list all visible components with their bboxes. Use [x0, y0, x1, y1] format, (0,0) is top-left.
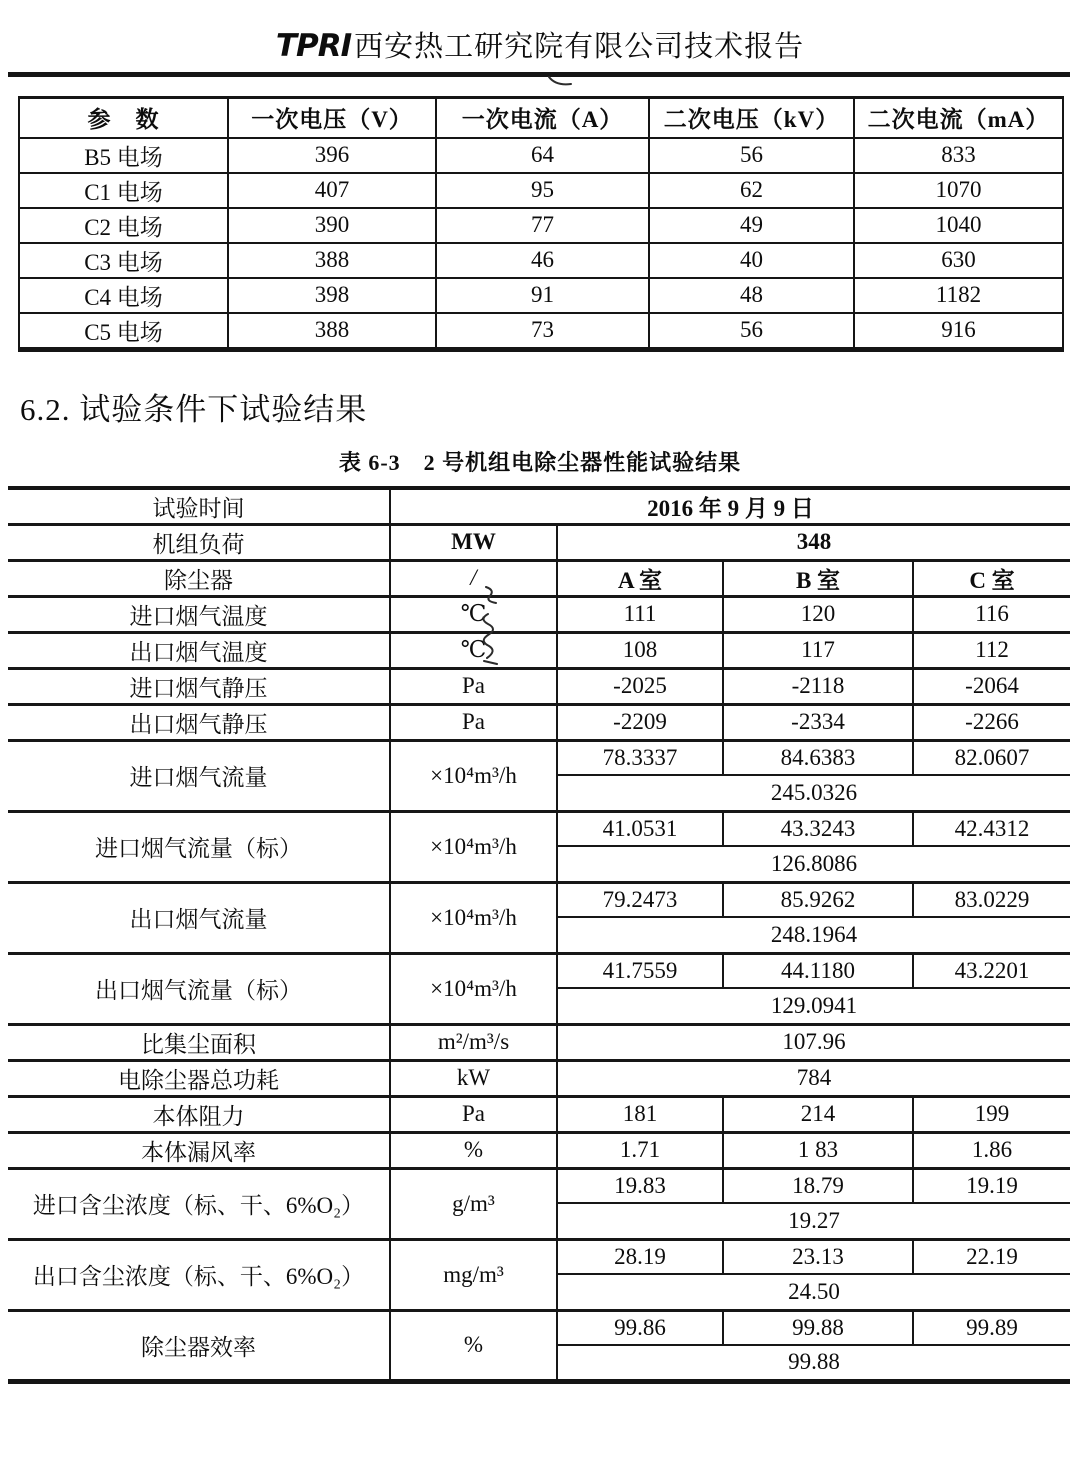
value-cell: 41.7559 [557, 953, 723, 988]
value-cell: 56 [649, 313, 854, 350]
value-cell: 95 [436, 173, 649, 208]
table-row [8, 740, 1070, 775]
value-cell: 64 [436, 138, 649, 173]
table-row [8, 1310, 1070, 1345]
table-row [8, 632, 1070, 668]
value-cell: 48 [649, 278, 854, 313]
unit-cell: MW [390, 524, 557, 560]
row-label: 试验时间 [8, 488, 390, 525]
value-cell: 73 [436, 313, 649, 350]
field-parameters-table [18, 96, 1064, 352]
unit-cell: ℃ [390, 596, 557, 632]
value-cell: 214 [723, 1096, 913, 1132]
value-cell: 396 [228, 138, 436, 173]
column-header-chamber-b: B 室 [723, 560, 913, 596]
value-cell: 1.71 [557, 1132, 723, 1168]
table-row [8, 1239, 1070, 1274]
value-cell: 117 [723, 632, 913, 668]
value-cell: 348 [557, 524, 1070, 560]
document-title: 西安热工研究院有限公司技术报告 [354, 31, 805, 63]
table-row [8, 488, 1070, 525]
param-cell: C4 电场 [19, 278, 228, 313]
value-cell: 85.9262 [723, 882, 913, 917]
value-cell: 23.13 [723, 1239, 913, 1274]
table-row [8, 560, 1070, 596]
table-row [8, 1060, 1070, 1096]
row-label: 进口含尘浓度（标、干、6%O₂） [8, 1168, 390, 1239]
unit-cell: m²/m³/s [390, 1024, 557, 1060]
unit-cell: mg/m³ [390, 1239, 557, 1310]
row-label: 本体阻力 [8, 1096, 390, 1132]
value-cell: 82.0607 [913, 740, 1070, 775]
value-cell: 62 [649, 173, 854, 208]
unit-cell: ×10⁴m³/h [390, 740, 557, 811]
value-cell: 407 [228, 173, 436, 208]
value-cell: 107.96 [557, 1024, 1070, 1060]
row-label: 出口烟气流量（标） [8, 953, 390, 1024]
value-cell: 43.2201 [913, 953, 1070, 988]
column-header-chamber-c: C 室 [913, 560, 1070, 596]
table-row [8, 882, 1070, 917]
value-cell: 1.86 [913, 1132, 1070, 1168]
table-row [8, 1132, 1070, 1168]
table-row [19, 138, 1063, 173]
column-header-primary-current: 一次电流（A） [436, 98, 649, 138]
value-cell: 833 [854, 138, 1063, 173]
param-cell: B5 电场 [19, 138, 228, 173]
table-row [8, 596, 1070, 632]
total-cell: 248.1964 [557, 917, 1070, 953]
value-cell: 111 [557, 596, 723, 632]
value-cell: -2064 [913, 668, 1070, 704]
value-cell: -2266 [913, 704, 1070, 740]
value-cell: 388 [228, 313, 436, 350]
table-row [8, 1024, 1070, 1060]
value-cell: 916 [854, 313, 1063, 350]
total-cell: 99.88 [557, 1345, 1070, 1381]
value-cell: 112 [913, 632, 1070, 668]
value-cell: 1 83 [723, 1132, 913, 1168]
tpri-logo: TPRI [275, 28, 352, 64]
table-row [8, 1096, 1070, 1132]
value-cell: 46 [436, 243, 649, 278]
unit-cell: Pa [390, 704, 557, 740]
unit-cell: g/m³ [390, 1168, 557, 1239]
total-cell: 24.50 [557, 1274, 1070, 1310]
value-cell: 49 [649, 208, 854, 243]
table-row [8, 668, 1070, 704]
unit-cell: Pa [390, 1096, 557, 1132]
value-cell: 784 [557, 1060, 1070, 1096]
table-row [8, 811, 1070, 846]
value-cell: 83.0229 [913, 882, 1070, 917]
param-cell: C1 电场 [19, 173, 228, 208]
value-cell: 99.86 [557, 1310, 723, 1345]
total-cell: 129.0941 [557, 988, 1070, 1024]
row-label: 机组负荷 [8, 524, 390, 560]
value-cell: 199 [913, 1096, 1070, 1132]
value-cell: 388 [228, 243, 436, 278]
value-cell: 108 [557, 632, 723, 668]
column-header-chamber-a: A 室 [557, 560, 723, 596]
value-cell: 181 [557, 1096, 723, 1132]
unit-cell: ℃ [390, 632, 557, 668]
row-label: 除尘器 [8, 560, 390, 596]
value-cell: 1070 [854, 173, 1063, 208]
value-cell: 116 [913, 596, 1070, 632]
param-cell: C2 电场 [19, 208, 228, 243]
table-row [8, 704, 1070, 740]
value-cell: 91 [436, 278, 649, 313]
value-cell: -2025 [557, 668, 723, 704]
table1-header-row [19, 98, 1063, 138]
param-cell: C5 电场 [19, 313, 228, 350]
value-cell: 84.6383 [723, 740, 913, 775]
unit-cell: ×10⁴m³/h [390, 953, 557, 1024]
column-header-secondary-voltage: 二次电压（kV） [649, 98, 854, 138]
value-cell: 43.3243 [723, 811, 913, 846]
value-cell: 19.19 [913, 1168, 1070, 1203]
document-header [0, 0, 1080, 65]
table-caption: 表 6-3 2 号机组电除尘器性能试验结果 [338, 449, 742, 475]
row-label: 出口烟气流量 [8, 882, 390, 953]
table-row [19, 208, 1063, 243]
unit-cell: kW [390, 1060, 557, 1096]
table-row [19, 278, 1063, 313]
column-header-secondary-current: 二次电流（mA） [854, 98, 1063, 138]
column-header-primary-voltage: 一次电压（V） [228, 98, 436, 138]
value-cell: -2118 [723, 668, 913, 704]
value-cell: 41.0531 [557, 811, 723, 846]
row-label: 出口含尘浓度（标、干、6%O₂） [8, 1239, 390, 1310]
value-cell: 99.89 [913, 1310, 1070, 1345]
total-cell: 19.27 [557, 1203, 1070, 1239]
row-label: 进口烟气静压 [8, 668, 390, 704]
unit-cell: / [390, 560, 557, 596]
unit-cell: ×10⁴m³/h [390, 811, 557, 882]
value-cell: 28.19 [557, 1239, 723, 1274]
value-cell: 1040 [854, 208, 1063, 243]
value-cell: 2016 年 9 月 9 日 [390, 488, 1070, 525]
value-cell: 42.4312 [913, 811, 1070, 846]
value-cell: 78.3337 [557, 740, 723, 775]
row-label: 出口烟气静压 [8, 704, 390, 740]
section-heading: 6.2. 试验条件下试验结果 [20, 391, 368, 427]
unit-cell: Pa [390, 668, 557, 704]
row-label: 本体漏风率 [8, 1132, 390, 1168]
value-cell: 99.88 [723, 1310, 913, 1345]
value-cell: 77 [436, 208, 649, 243]
performance-results-table [8, 486, 1070, 1384]
total-cell: 245.0326 [557, 775, 1070, 811]
value-cell: 40 [649, 243, 854, 278]
row-label: 进口烟气流量（标） [8, 811, 390, 882]
value-cell: 19.83 [557, 1168, 723, 1203]
param-cell: C3 电场 [19, 243, 228, 278]
value-cell: 56 [649, 138, 854, 173]
table-row [19, 173, 1063, 208]
value-cell: 120 [723, 596, 913, 632]
row-label: 进口烟气流量 [8, 740, 390, 811]
unit-cell: ×10⁴m³/h [390, 882, 557, 953]
row-label: 比集尘面积 [8, 1024, 390, 1060]
value-cell: -2209 [557, 704, 723, 740]
total-cell: 126.8086 [557, 846, 1070, 882]
table-row [8, 1168, 1070, 1203]
value-cell: 44.1180 [723, 953, 913, 988]
table-row [8, 524, 1070, 560]
header-divider [8, 72, 1070, 77]
row-label: 电除尘器总功耗 [8, 1060, 390, 1096]
value-cell: 390 [228, 208, 436, 243]
value-cell: 398 [228, 278, 436, 313]
row-label: 出口烟气温度 [8, 632, 390, 668]
column-header-parameter: 参 数 [19, 98, 228, 138]
row-label: 进口烟气温度 [8, 596, 390, 632]
table-row [19, 243, 1063, 278]
value-cell: 22.19 [913, 1239, 1070, 1274]
value-cell: 18.79 [723, 1168, 913, 1203]
row-label: 除尘器效率 [8, 1310, 390, 1381]
value-cell: 1182 [854, 278, 1063, 313]
value-cell: 79.2473 [557, 882, 723, 917]
value-cell: 630 [854, 243, 1063, 278]
unit-cell: % [390, 1310, 557, 1381]
unit-cell: % [390, 1132, 557, 1168]
value-cell: -2334 [723, 704, 913, 740]
table-row [19, 313, 1063, 350]
table-row [8, 953, 1070, 988]
